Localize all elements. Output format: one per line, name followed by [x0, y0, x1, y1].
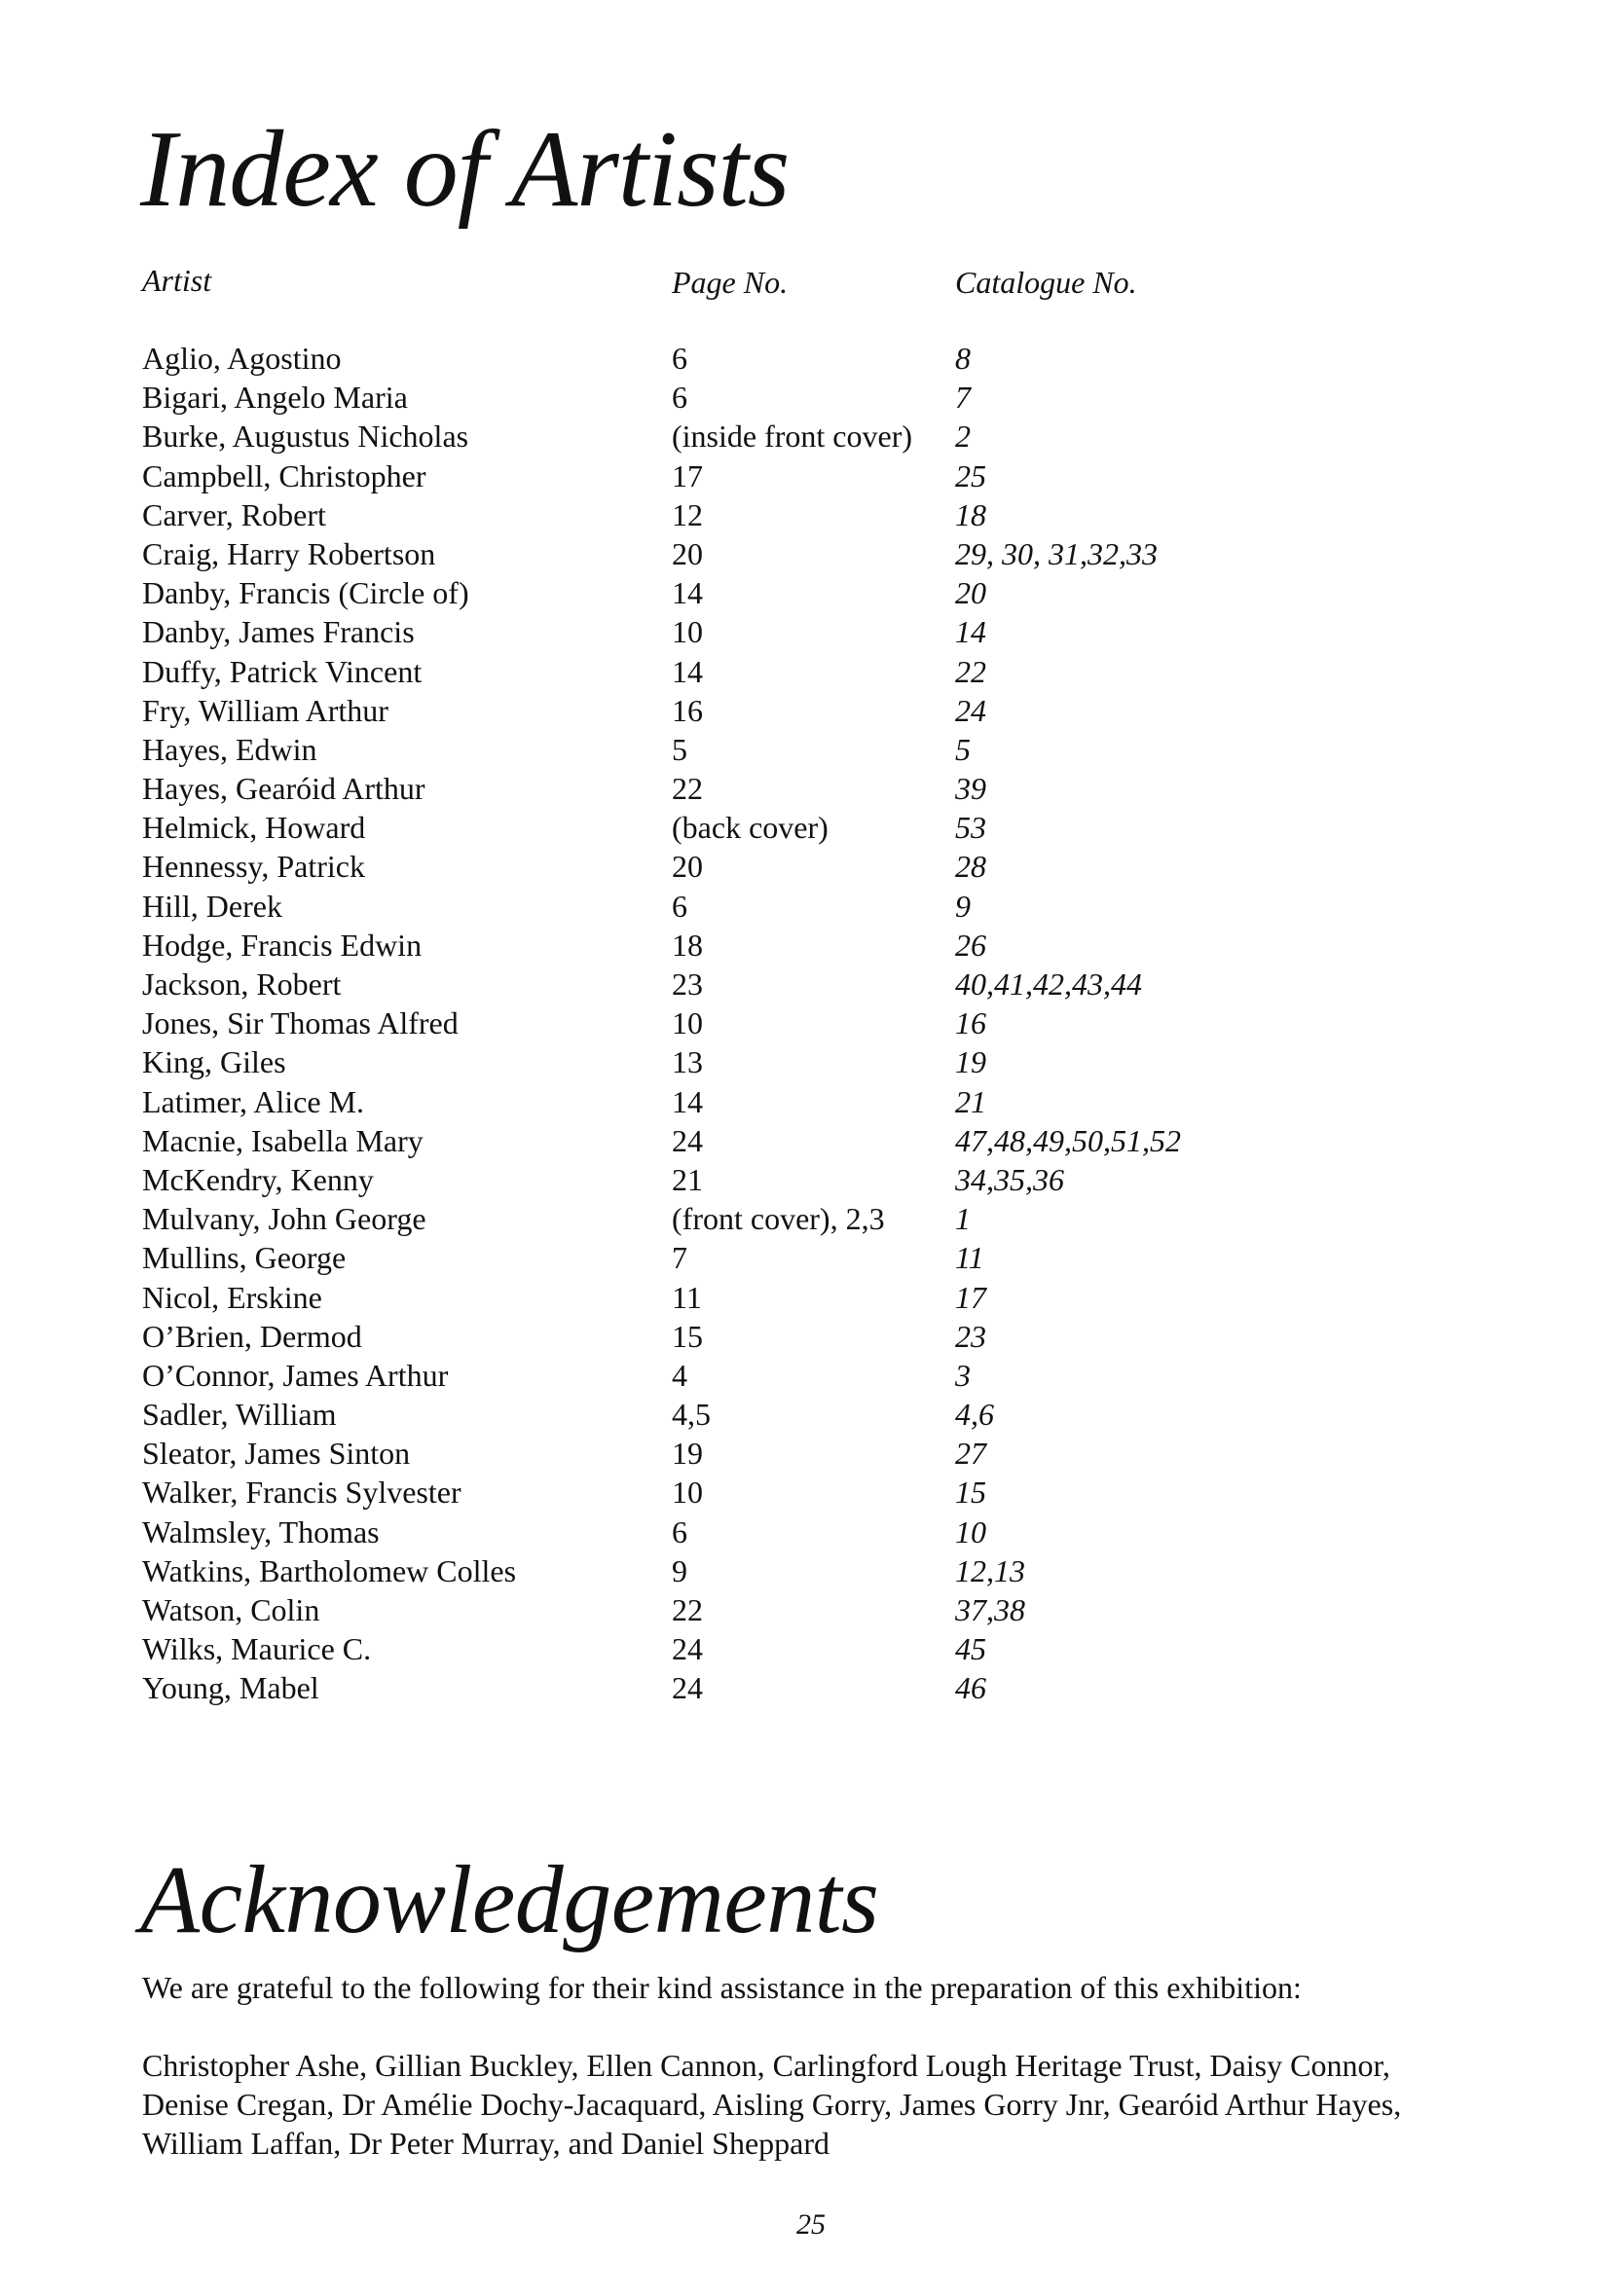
- artist-cell: Sadler, William: [142, 1397, 337, 1433]
- page-number-cell: 13: [672, 1044, 703, 1080]
- page-number-cell: 24: [672, 1122, 703, 1158]
- table-row: [142, 1395, 1427, 1434]
- catalogue-number-cell: 14: [955, 614, 986, 650]
- table-row: [142, 1082, 1427, 1121]
- artist-cell: Hennessy, Patrick: [142, 849, 365, 885]
- artist-cell: Bigari, Angelo Maria: [142, 380, 408, 416]
- table-row: [142, 691, 1427, 730]
- catalogue-number-cell: 5: [955, 731, 971, 767]
- table-row: [142, 612, 1427, 651]
- page-number-cell: 22: [672, 771, 703, 807]
- catalogue-number-cell: 11: [955, 1240, 984, 1276]
- catalogue-number-cell: 19: [955, 1044, 986, 1080]
- catalogue-number-cell: 21: [955, 1083, 986, 1119]
- catalogue-number-cell: 23: [955, 1318, 986, 1354]
- catalogue-number-cell: 9: [955, 888, 971, 924]
- catalogue-number-cell: 18: [955, 496, 986, 532]
- artist-cell: Helmick, Howard: [142, 810, 366, 846]
- artist-cell: Hayes, Edwin: [142, 731, 317, 767]
- catalogue-number-cell: 22: [955, 653, 986, 689]
- page-number-cell: (inside front cover): [672, 419, 913, 455]
- table-row: [142, 965, 1427, 1003]
- page-number-cell: 22: [672, 1592, 703, 1627]
- artist-cell: Latimer, Alice M.: [142, 1083, 364, 1119]
- artist-cell: Watkins, Bartholomew Colles: [142, 1552, 517, 1588]
- catalogue-column-header: Catalogue No.: [955, 265, 1137, 300]
- catalogue-number-cell: 47,48,49,50,51,52: [955, 1122, 1181, 1158]
- page-number-cell: 17: [672, 457, 703, 493]
- page-number-cell: 10: [672, 1475, 703, 1511]
- artist-cell: McKendry, Kenny: [142, 1161, 374, 1197]
- table-row: [142, 730, 1427, 769]
- page-column-header: Page No.: [672, 265, 789, 300]
- catalogue-number-cell: 28: [955, 849, 986, 885]
- page-number-cell: 20: [672, 535, 703, 571]
- artist-cell: Hodge, Francis Edwin: [142, 927, 423, 963]
- acknowledgements-names: [142, 2046, 1505, 2163]
- catalogue-number-cell: 37,38: [955, 1592, 1025, 1627]
- artist-cell: Hayes, Gearóid Arthur: [142, 771, 425, 807]
- artist-cell: Fry, William Arthur: [142, 692, 388, 728]
- table-row: [142, 1199, 1427, 1238]
- table-row: [142, 1551, 1427, 1590]
- page-number-cell: 4: [672, 1357, 687, 1393]
- artist-cell: O’Brien, Dermod: [142, 1318, 362, 1354]
- artist-cell: Duffy, Patrick Vincent: [142, 653, 423, 689]
- catalogue-number-cell: 45: [955, 1631, 986, 1667]
- artist-index-table: [142, 261, 1427, 1708]
- table-row: [142, 847, 1427, 886]
- catalogue-number-cell: 17: [955, 1279, 986, 1315]
- page-number-cell: 15: [672, 1318, 703, 1354]
- artist-cell: Nicol, Erskine: [142, 1279, 322, 1315]
- artist-cell: Sleator, James Sinton: [142, 1436, 411, 1472]
- catalogue-number-cell: 7: [955, 380, 971, 416]
- table-row: [142, 1278, 1427, 1317]
- catalogue-number-cell: 2: [955, 419, 971, 455]
- table-row: [142, 808, 1427, 847]
- page-number-cell: 18: [672, 927, 703, 963]
- page-number-cell: (front cover), 2,3: [672, 1201, 885, 1237]
- page-number-cell: 10: [672, 614, 703, 650]
- page-number: 25: [796, 2208, 826, 2241]
- acknowledgements-names-line: William Laffan, Dr Peter Murray, and Daniel Sheppard: [142, 2126, 830, 2161]
- table-row: [142, 417, 1427, 456]
- artist-cell: Campbell, Christopher: [142, 457, 426, 493]
- catalogue-number-cell: 20: [955, 575, 986, 611]
- catalogue-number-cell: 25: [955, 457, 986, 493]
- table-row: [142, 339, 1427, 378]
- page-number-cell: 14: [672, 575, 703, 611]
- catalogue-number-cell: 40,41,42,43,44: [955, 966, 1142, 1002]
- artist-column-header: Artist: [142, 263, 212, 298]
- artist-cell: Carver, Robert: [142, 496, 326, 532]
- artist-cell: Wilks, Maurice C.: [142, 1631, 372, 1667]
- table-row: [142, 652, 1427, 691]
- table-row: [142, 1317, 1427, 1356]
- index-title: Index of Artists: [140, 109, 790, 230]
- page-number-cell: 6: [672, 1513, 687, 1549]
- catalogue-number-cell: 4,6: [955, 1397, 994, 1433]
- catalogue-number-cell: 8: [955, 341, 971, 376]
- page-number-cell: 5: [672, 731, 687, 767]
- table-row: [142, 534, 1427, 573]
- table-row: [142, 1473, 1427, 1512]
- page-number-cell: (back cover): [672, 810, 829, 846]
- table-row: [142, 1512, 1427, 1551]
- catalogue-number-cell: 15: [955, 1475, 986, 1511]
- page-number-cell: 6: [672, 341, 687, 376]
- catalogue-number-cell: 34,35,36: [955, 1161, 1064, 1197]
- page-number-cell: 4,5: [672, 1397, 711, 1433]
- artist-cell: Craig, Harry Robertson: [142, 535, 436, 571]
- index-rows: [142, 339, 1427, 1708]
- table-row: [142, 1629, 1427, 1668]
- page-number-cell: 14: [672, 653, 703, 689]
- table-row: [142, 1590, 1427, 1629]
- artist-cell: Walmsley, Thomas: [142, 1513, 380, 1549]
- catalogue-number-cell: 3: [955, 1357, 971, 1393]
- catalogue-number-cell: 1: [955, 1201, 971, 1237]
- page-number-cell: 6: [672, 380, 687, 416]
- table-row: [142, 1160, 1427, 1199]
- table-row: [142, 378, 1427, 417]
- page-number-cell: 12: [672, 496, 703, 532]
- catalogue-number-cell: 39: [955, 771, 986, 807]
- table-row: [142, 769, 1427, 808]
- table-row: [142, 1003, 1427, 1042]
- page-number-cell: 24: [672, 1670, 703, 1706]
- artist-cell: Watson, Colin: [142, 1592, 320, 1627]
- artist-cell: Jones, Sir Thomas Alfred: [142, 1005, 459, 1041]
- artist-cell: Danby, James Francis: [142, 614, 415, 650]
- page-number-cell: 24: [672, 1631, 703, 1667]
- artist-cell: Mulvany, John George: [142, 1201, 426, 1237]
- page-number-cell: 7: [672, 1240, 687, 1276]
- acknowledgements-intro: We are grateful to the following for their kind assistance in the preparation of this exhibition:: [142, 1970, 1302, 2005]
- artist-cell: Jackson, Robert: [142, 966, 342, 1002]
- artist-cell: Young, Mabel: [142, 1670, 319, 1706]
- artist-cell: Aglio, Agostino: [142, 341, 342, 376]
- acknowledgements-title: Acknowledgements: [140, 1845, 879, 1953]
- catalogue-number-cell: 10: [955, 1513, 986, 1549]
- page-number-cell: 20: [672, 849, 703, 885]
- acknowledgements-names-line: Denise Cregan, Dr Amélie Dochy-Jacaquard, Aisling Gorry, James Gorry Jnr, Gearóid Arthur Hayes,: [142, 2087, 1402, 2122]
- artist-cell: O’Connor, James Arthur: [142, 1357, 449, 1393]
- catalogue-number-cell: 16: [955, 1005, 986, 1041]
- table-row: [142, 1668, 1427, 1707]
- table-row: [142, 456, 1427, 495]
- catalogue-number-cell: 53: [955, 810, 986, 846]
- table-row: [142, 495, 1427, 534]
- acknowledgements-names-line: Christopher Ashe, Gillian Buckley, Ellen Cannon, Carlingford Lough Heritage Trust, Daisy Connor,: [142, 2048, 1390, 2083]
- artist-cell: Walker, Francis Sylvester: [142, 1475, 461, 1511]
- artist-cell: Danby, Francis (Circle of): [142, 575, 469, 611]
- page-number-cell: 9: [672, 1552, 687, 1588]
- page-number-cell: 6: [672, 888, 687, 924]
- artist-cell: Macnie, Isabella Mary: [142, 1122, 424, 1158]
- artist-cell: Mullins, George: [142, 1240, 347, 1276]
- page-number-cell: 23: [672, 966, 703, 1002]
- catalogue-number-cell: 24: [955, 692, 986, 728]
- artist-cell: Hill, Derek: [142, 888, 282, 924]
- table-row: [142, 887, 1427, 926]
- catalogue-number-cell: 46: [955, 1670, 986, 1706]
- artist-cell: King, Giles: [142, 1044, 286, 1080]
- table-row: [142, 1042, 1427, 1081]
- page-number-cell: 16: [672, 692, 703, 728]
- page-number-cell: 14: [672, 1083, 703, 1119]
- table-row: [142, 1434, 1427, 1473]
- page-number-cell: 21: [672, 1161, 703, 1197]
- table-row: [142, 1356, 1427, 1395]
- catalogue-number-cell: 27: [955, 1436, 986, 1472]
- catalogue-number-cell: 26: [955, 927, 986, 963]
- table-row: [142, 1121, 1427, 1160]
- catalogue-number-cell: 12,13: [955, 1552, 1025, 1588]
- table-row: [142, 1238, 1427, 1277]
- table-header-row: [142, 261, 1427, 300]
- artist-cell: Burke, Augustus Nicholas: [142, 419, 469, 455]
- table-row: [142, 573, 1427, 612]
- page-number-cell: 11: [672, 1279, 702, 1315]
- page-number-cell: 19: [672, 1436, 703, 1472]
- catalogue-number-cell: 29, 30, 31,32,33: [955, 535, 1158, 571]
- table-row: [142, 926, 1427, 965]
- page-number-cell: 10: [672, 1005, 703, 1041]
